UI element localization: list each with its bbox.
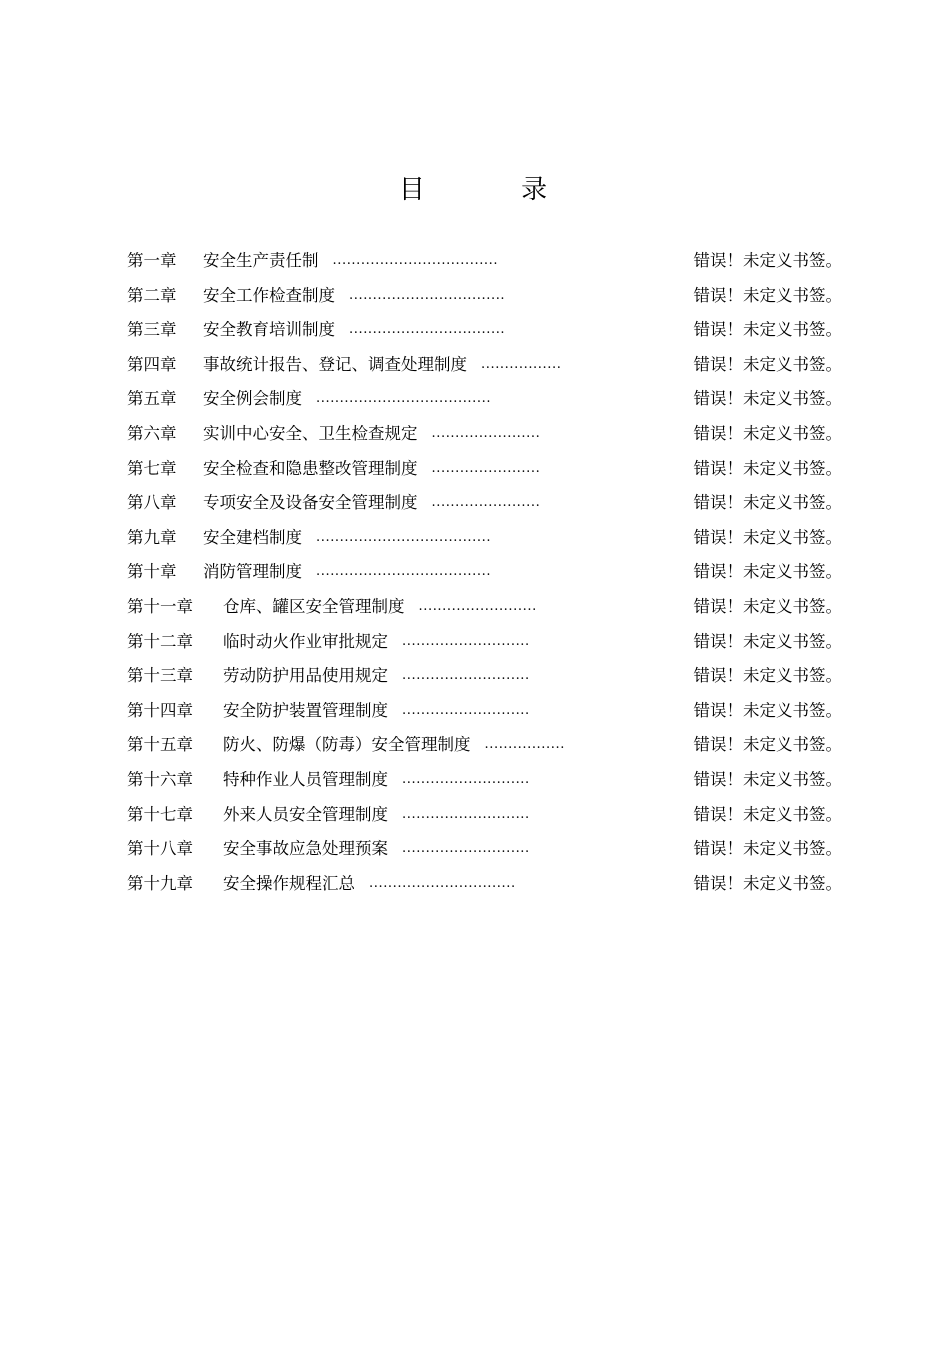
- toc-entry-title: 专项安全及设备安全管理制度: [203, 493, 418, 513]
- toc-chapter-number: 第十一章: [127, 596, 193, 616]
- toc-entry[interactable]: [127, 452, 842, 487]
- toc-entry[interactable]: [127, 763, 842, 798]
- toc-chapter-number: 第三章: [127, 320, 177, 340]
- toc-page-ref: 错误！未定义书签。: [693, 320, 842, 340]
- toc-entry[interactable]: [127, 279, 842, 314]
- toc-entry[interactable]: [127, 521, 842, 556]
- toc-entry[interactable]: [127, 659, 842, 694]
- toc-entry[interactable]: [127, 313, 842, 348]
- toc-entry-title: 安全建档制度: [203, 527, 302, 547]
- toc-page-ref: 错误！未定义书签。: [693, 251, 842, 270]
- toc-chapter-number: 第十五章: [127, 735, 193, 755]
- toc-chapter-number: 第十六章: [127, 769, 193, 789]
- toc-entry-title: 消防管理制度: [203, 562, 302, 582]
- toc-page-ref: 错误！未定义书签。: [693, 493, 842, 513]
- toc-entry-title: 安全操作规程汇总: [223, 873, 355, 893]
- toc-entry[interactable]: [127, 417, 842, 452]
- toc-entry[interactable]: [127, 867, 842, 902]
- toc-page-ref: 错误！未定义书签。: [693, 285, 842, 305]
- toc-dot-leader: .....................................: [316, 529, 492, 545]
- toc-entry-title: 仓库、罐区安全管理制度: [223, 596, 405, 616]
- toc-entry-title: 安全生产责任制: [203, 251, 319, 270]
- toc-page-ref: 错误！未定义书签。: [693, 423, 842, 443]
- toc-page-ref: 错误！未定义书签。: [693, 631, 842, 651]
- toc-entry-title: 安全事故应急处理预案: [223, 839, 388, 859]
- toc-dot-leader: ...........................: [402, 806, 530, 822]
- toc-entry[interactable]: [127, 348, 842, 383]
- toc-dot-leader: .....................................: [316, 391, 492, 407]
- toc-page-ref: 错误！未定义书签。: [693, 700, 842, 720]
- toc-chapter-number: 第十三章: [127, 666, 193, 686]
- toc-entry-title: 安全工作检查制度: [203, 285, 335, 305]
- toc-chapter-number: 第二章: [127, 285, 177, 305]
- toc-chapter-number: 第八章: [127, 493, 177, 513]
- toc-page-ref: 错误！未定义书签。: [693, 735, 842, 755]
- toc-entry-title: 劳动防护用品使用规定: [223, 666, 388, 686]
- toc-dot-leader: ...........................: [402, 633, 530, 649]
- toc-entry-title: 事故统计报告、登记、调查处理制度: [203, 354, 467, 374]
- toc-heading: 目 录: [398, 175, 592, 205]
- toc-chapter-number: 第十七章: [127, 804, 193, 824]
- toc-chapter-number: 第十九章: [127, 873, 193, 893]
- toc-page-ref: 错误！未定义书签。: [693, 769, 842, 789]
- toc-entry[interactable]: [127, 590, 842, 625]
- toc-entry[interactable]: [127, 625, 842, 660]
- toc-dot-leader: .........................: [418, 598, 537, 614]
- toc-entry-title: 安全教育培训制度: [203, 320, 335, 340]
- toc-chapter-number: 第十四章: [127, 700, 193, 720]
- toc-entry[interactable]: [127, 728, 842, 763]
- toc-dot-leader: .......................: [431, 425, 541, 441]
- toc-page-ref: 错误！未定义书签。: [693, 354, 842, 374]
- toc-entry[interactable]: [127, 798, 842, 833]
- toc-dot-leader: .......................: [431, 495, 541, 511]
- toc-page-ref: 错误！未定义书签。: [693, 458, 842, 478]
- toc-chapter-number: 第五章: [127, 389, 177, 409]
- toc-list: [127, 244, 842, 901]
- toc-chapter-number: 第一章: [127, 251, 177, 270]
- toc-entry[interactable]: [127, 555, 842, 590]
- toc-entry-title: 特种作业人员管理制度: [223, 769, 388, 789]
- toc-dot-leader: .......................: [431, 460, 541, 476]
- toc-dot-leader: .................................: [349, 322, 506, 338]
- toc-page-ref: 错误！未定义书签。: [693, 596, 842, 616]
- toc-entry-title: 防火、防爆（防毒）安全管理制度: [223, 735, 471, 755]
- toc-entry[interactable]: [127, 832, 842, 867]
- toc-dot-leader: ...............................: [369, 875, 516, 891]
- toc-dot-leader: ...................................: [332, 253, 499, 268]
- toc-page-ref: 错误！未定义书签。: [693, 804, 842, 824]
- toc-entry[interactable]: [127, 486, 842, 521]
- toc-entry-title: 外来人员安全管理制度: [223, 804, 388, 824]
- toc-entry-title: 安全例会制度: [203, 389, 302, 409]
- toc-page-ref: 错误！未定义书签。: [693, 562, 842, 582]
- toc-dot-leader: .................: [484, 737, 565, 753]
- toc-chapter-number: 第九章: [127, 527, 177, 547]
- toc-entry[interactable]: [127, 244, 842, 279]
- toc-page-ref: 错误！未定义书签。: [693, 527, 842, 547]
- toc-dot-leader: ...........................: [402, 771, 530, 787]
- toc-chapter-number: 第四章: [127, 354, 177, 374]
- toc-chapter-number: 第十八章: [127, 839, 193, 859]
- toc-dot-leader: .................: [481, 356, 562, 372]
- toc-entry-title: 临时动火作业审批规定: [223, 631, 388, 651]
- toc-page-ref: 错误！未定义书签。: [693, 666, 842, 686]
- toc-chapter-number: 第十章: [127, 562, 177, 582]
- toc-chapter-number: 第六章: [127, 423, 177, 443]
- toc-chapter-number: 第七章: [127, 458, 177, 478]
- toc-entry[interactable]: [127, 694, 842, 729]
- toc-dot-leader: ...........................: [402, 841, 530, 857]
- toc-entry-title: 安全检查和隐患整改管理制度: [203, 458, 418, 478]
- toc-dot-leader: ...........................: [402, 668, 530, 684]
- toc-dot-leader: .................................: [349, 287, 506, 303]
- toc-entry-title: 实训中心安全、卫生检查规定: [203, 423, 418, 443]
- toc-entry-title: 安全防护装置管理制度: [223, 700, 388, 720]
- toc-dot-leader: .....................................: [316, 564, 492, 580]
- toc-chapter-number: 第十二章: [127, 631, 193, 651]
- toc-entry[interactable]: [127, 382, 842, 417]
- toc-page-ref: 错误！未定义书签。: [693, 873, 842, 893]
- toc-page-ref: 错误！未定义书签。: [693, 389, 842, 409]
- toc-dot-leader: ...........................: [402, 702, 530, 718]
- toc-page-ref: 错误！未定义书签。: [693, 839, 842, 859]
